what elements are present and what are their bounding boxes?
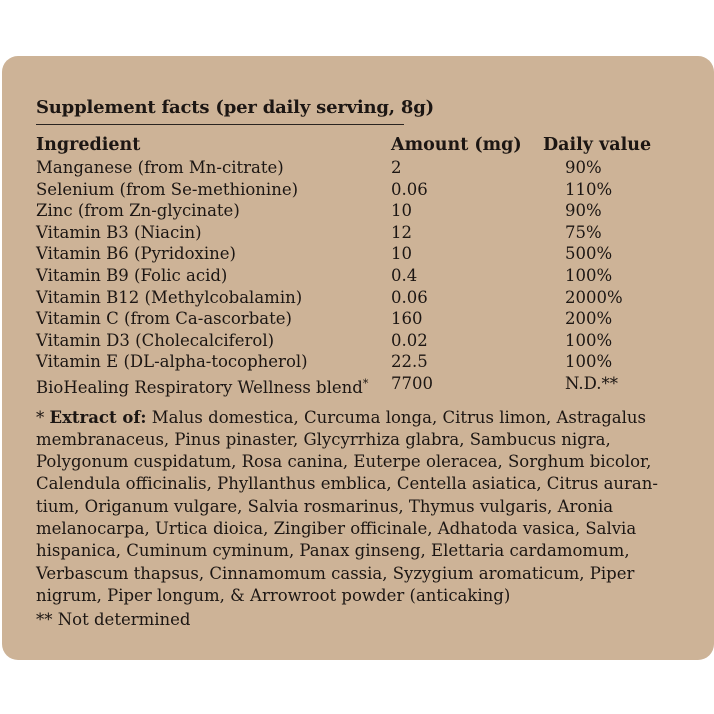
daily-value-cell: 100% (565, 330, 613, 350)
table-row (36, 179, 685, 201)
blend-asterisk: * (362, 376, 369, 390)
daily-value-cell: 100% (565, 352, 613, 372)
amount-cell: 10 (391, 201, 412, 221)
table-row (36, 157, 685, 179)
ingredient-cell: Vitamin C (from Ca-ascorbate) (36, 309, 292, 329)
amount-cell: 0.02 (391, 330, 428, 350)
amount-cell: 22.5 (391, 352, 428, 372)
label-title: Supplement facts (per daily serving, 8g) (36, 97, 434, 118)
amount-cell: 10 (391, 244, 412, 264)
footnote-not-determined: ** Not determined (36, 610, 191, 630)
amount-cell: 160 (391, 309, 423, 329)
amount-cell: 0.06 (391, 179, 428, 199)
table-row (36, 200, 685, 222)
ingredient-cell: Manganese (from Mn-citrate) (36, 158, 284, 177)
ingredient-cell (36, 373, 391, 399)
table-row (36, 308, 685, 330)
extract-heading: Extract of: (49, 407, 147, 427)
header-ingredient: Ingredient (36, 135, 141, 155)
amount-cell: 2 (391, 158, 402, 177)
amount-cell: 12 (391, 222, 412, 242)
table-row (36, 287, 685, 309)
table-row (36, 222, 685, 244)
amount-cell: 0.4 (391, 265, 418, 285)
daily-value-cell: 75% (565, 222, 602, 242)
extract-marker: * (36, 407, 45, 427)
amount-cell: 7700 (391, 373, 433, 393)
ingredient-cell: Selenium (from Se-methionine) (36, 179, 299, 199)
daily-value-cell: 2000% (565, 287, 623, 307)
daily-value-cell: 110% (565, 179, 613, 199)
facts-table (36, 133, 685, 399)
daily-value-cell: N.D.** (565, 373, 619, 393)
ingredient-cell: Vitamin B9 (Folic acid) (36, 265, 228, 285)
daily-value-cell: 100% (565, 265, 613, 285)
daily-value-cell: 500% (565, 244, 613, 264)
blend-name: BioHealing Respiratory Wellness blend (36, 377, 363, 397)
table-row (36, 330, 685, 352)
table-header-row (36, 133, 685, 157)
table-row (36, 265, 685, 287)
daily-value-cell: 90% (565, 158, 602, 177)
table-row (36, 373, 685, 399)
ingredient-cell: Vitamin B3 (Niacin) (36, 222, 202, 242)
daily-value-cell: 200% (565, 309, 613, 329)
extract-text: Malus domestica, Curcuma longa, Citrus limon, Astragalus membranaceus, Pinus pinaster, Glycyrrhiza glabra, Sambucus nigra, Polygonum cuspidatum, Rosa canina, Euterpe oleracea, Sorghum bicolor, Calendula officinalis, Phyllanthus emblica, Centella asiatica, Citrus auran-tium, Origanum vulgare, Salvia rosmarinus, Thymus vulgaris, Aronia melanocarpa, Urtica dioica, Zingiber officinale, Adhatoda vasica, Salvia hispanica, Cuminum cyminum, Panax ginseng, Elettaria cardamomum, Verbascum thapsus, Cinnamomum cassia, Syzygium aromaticum, Piper nigrum, Piper longum, & Arrowroot powder (anticaking) (36, 407, 658, 605)
table-row (36, 351, 685, 373)
ingredient-cell: Vitamin B12 (Methylcobalamin) (36, 287, 303, 307)
daily-value-cell: 90% (565, 201, 602, 221)
header-amount: Amount (mg) (391, 135, 522, 155)
table-row (36, 243, 685, 265)
supplement-facts-label (2, 56, 714, 660)
ingredient-cell: Vitamin B6 (Pyridoxine) (36, 244, 236, 264)
title-underline (36, 124, 404, 125)
amount-cell: 0.06 (391, 287, 428, 307)
extract-note (36, 407, 686, 608)
header-daily-value: Daily value (543, 135, 652, 155)
ingredient-cell: Vitamin D3 (Cholecalciferol) (36, 330, 275, 350)
ingredient-cell: Vitamin E (DL-alpha-tocopherol) (36, 352, 308, 372)
ingredient-cell: Zinc (from Zn-glycinate) (36, 201, 240, 221)
